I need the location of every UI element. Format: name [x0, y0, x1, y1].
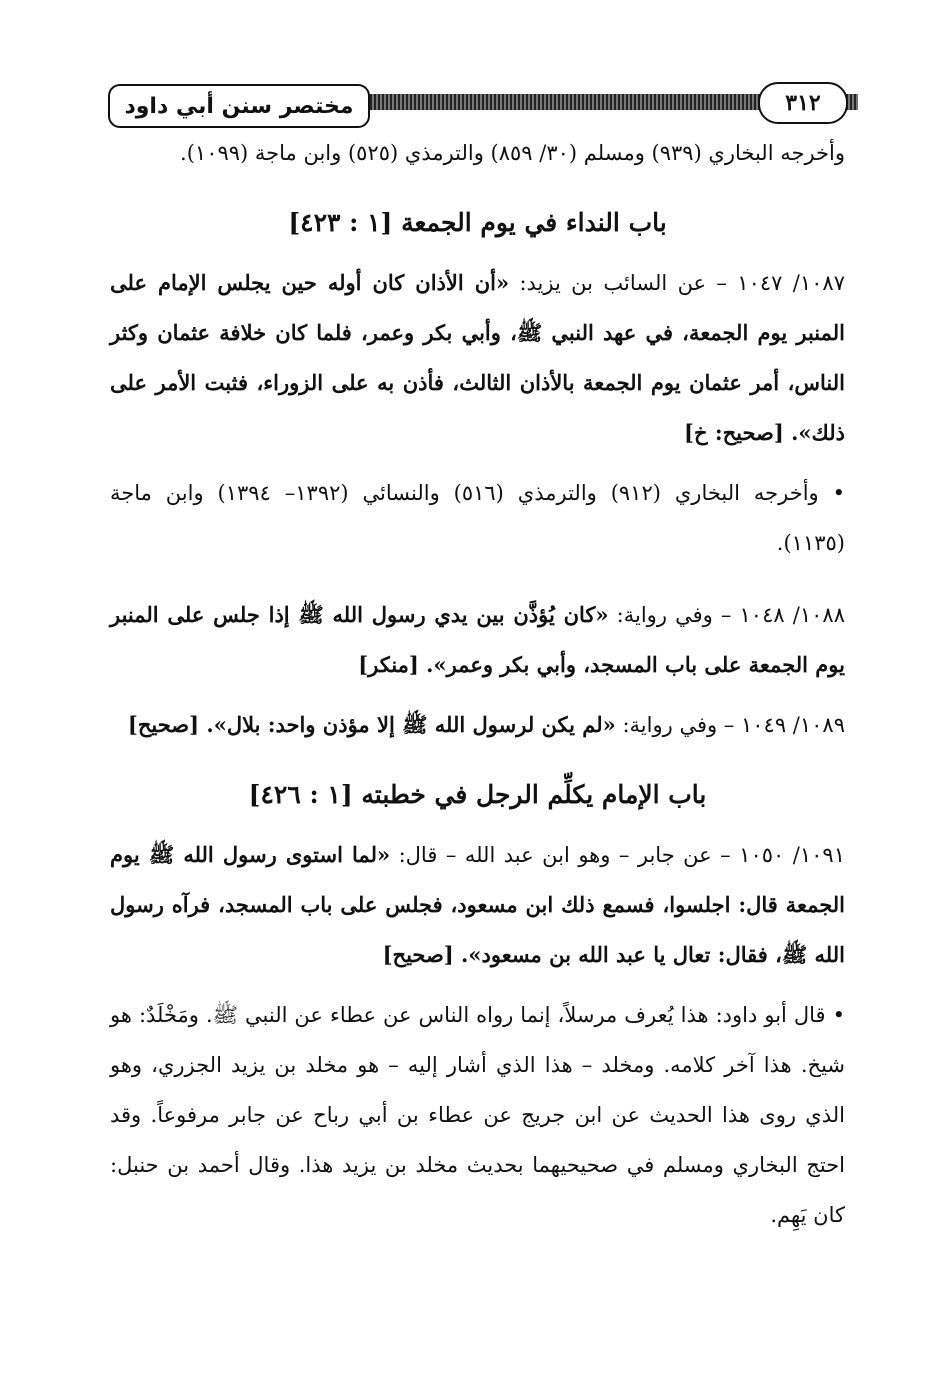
- hadith-text: «لم يكن لرسول الله ﷺ إلا مؤذن واحد: بلال». [صحيح]: [127, 712, 616, 737]
- hadith-number: ١٠٩١/ ١٠٥٠: [739, 843, 845, 867]
- commentary-note: • قال أبو داود: هذا يُعرف مرسلاً، إنما رواه الناس عن عطاء عن النبي ﷺ. ومَخْلَدٌ: هو شيخ. هذا آخر كلامه. ومخلد – هذا الذي أشار إليه – هو مخلد بن يزيد الجزري، وهو الذي روى هذا الحديث عن ابن جريج عن عطاء بن أبي رباح عن جابر مرفوعاً. وقد احتج البخاري ومسلم في صحيحيهما بحديث مخلد بن يزيد هذا. وقال أحمد بن حنبل: كان يَهِم.: [110, 1003, 845, 1227]
- hadith-isnad: – وفي رواية:: [615, 713, 741, 737]
- hadith-isnad: – عن السائب بن يزيد:: [509, 271, 738, 295]
- page-header: [108, 82, 876, 132]
- page-number: ٣١٢: [758, 82, 848, 124]
- takhrij-note: وأخرجه البخاري (٩٣٩) ومسلم (٣٠/ ٨٥٩) والترمذي (٥٢٥) وابن ماجة (١٠٩٩).: [180, 141, 845, 165]
- hadith-1091: [110, 830, 845, 980]
- book-title: مختصر سنن أبي داود: [108, 84, 370, 128]
- hadith-isnad: – وفي رواية:: [608, 603, 740, 627]
- hadith-number: ١٠٨٩/ ١٠٤٩: [740, 713, 845, 737]
- chapter-heading: باب الإمام يكلِّم الرجل في خطبته [١ : ٤٢٦]: [248, 780, 707, 809]
- hadith-text: «لما استوى رسول الله ﷺ يوم الجمعة قال: اجلسوا، فسمع ذلك ابن مسعود، فجلس على باب المسجد، فرآه رسول الله ﷺ، فقال: تعال يا عبد الله بن مسعود». [صحيح]: [110, 842, 845, 967]
- hadith-text: «كان يُؤذَّن بين يدي رسول الله ﷺ إذا جلس على المنبر يوم الجمعة على باب المسجد، وأبي بكر وعمر». [منكر]: [110, 602, 845, 677]
- hadith-number: ١٠٨٨/ ١٠٤٨: [739, 603, 845, 627]
- hadith-text: «أن الأذان كان أوله حين يجلس الإمام على المنبر يوم الجمعة، في عهد النبي ﷺ، وأبي بكر وعمر، فلما كان خلافة عثمان وكثر الناس، أمر عثمان يوم الجمعة بالأذان الثالث، فأذن به على الزوراء، فثبت الأمر على ذلك». [صحيح: خ]: [110, 270, 845, 445]
- takhrij-note: • وأخرجه البخاري (٩١٢) والترمذي (٥١٦) والنسائي (١٣٩٢– ١٣٩٤) وابن ماجة (١١٣٥).: [110, 481, 845, 555]
- chapter-heading: باب النداء في يوم الجمعة [١ : ٤٢٣]: [288, 208, 667, 237]
- page-body: [110, 128, 845, 1240]
- hadith-isnad: – عن جابر – وهو ابن عبد الله – قال:: [390, 843, 740, 867]
- hadith-1089: [110, 700, 845, 750]
- hadith-1087: [110, 258, 845, 458]
- hadith-1088: [110, 590, 845, 690]
- hadith-number: ١٠٨٧/ ١٠٤٧: [737, 271, 845, 295]
